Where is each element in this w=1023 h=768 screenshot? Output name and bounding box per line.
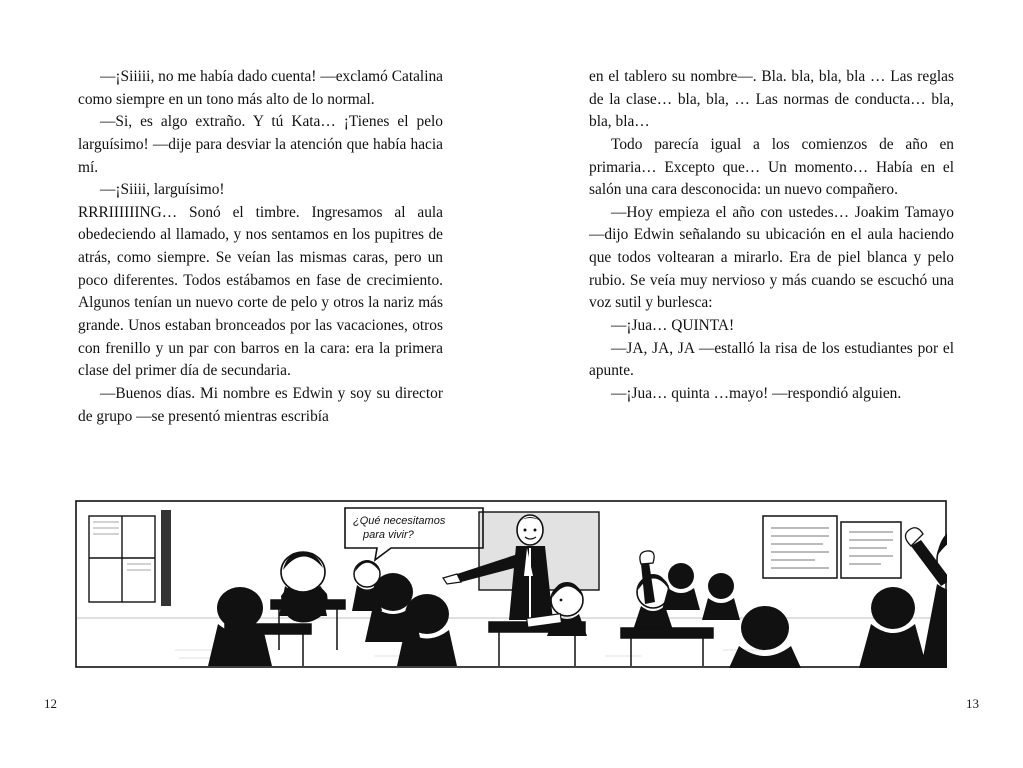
classroom-illustration	[75, 500, 947, 668]
page-number-left: 12	[44, 696, 57, 711]
paragraph: RRRIIIIIING… Sonó el timbre. Ingresamos al aula obedeciendo al llamado, y nos sentamos en los pupitres de atrás, como siempre. Se veían las mismas caras, pero un poco diferentes. Todos estábamos en fase de crecimiento. Algunos tenían un nuevo corte de pelo y otros la nariz más grande. Unos estaban bronceados por las vacaciones, otros con frenillo y un par con barros en la cara: era la primera clase del primer día de secundaria.	[78, 203, 443, 380]
svg-text:para vivir?: para vivir?	[363, 529, 414, 541]
right-page-column	[511, 66, 1022, 428]
paragraph: Todo parecía igual a los comienzos de año en primaria… Excepto que… Un momento… Había en el salón una cara desconocida: un nuevo compañero.	[589, 135, 954, 199]
left-page-column	[0, 66, 511, 428]
svg-text:¿Qué necesitamos: ¿Qué necesitamos	[353, 515, 446, 527]
classroom-illustration-svg	[75, 500, 947, 668]
paragraph: —Hoy empieza el año con ustedes… Joakim Tamayo —dijo Edwin señalando su ubicación en el aula haciendo que todos voltearan a mirarlo. Era de piel blanca y pelo rubio. Se veía muy nervioso y más cuando se escuchó una voz sutil y burlesca:	[589, 203, 954, 312]
page-number-right: 13	[966, 696, 979, 711]
paragraph: en el tablero su nombre—. Bla. bla, bla, bla … Las reglas de la clase… bla, bla, … Las normas de conducta… bla, bla, bla…	[589, 68, 954, 131]
wall-posters	[763, 516, 901, 578]
paragraph: —¡Jua… QUINTA!	[611, 317, 735, 335]
paragraph: —Si, es algo extraño. Y tú Kata… ¡Tienes el pelo larguísimo! —dije para desviar la atención que había hacia mí.	[78, 113, 443, 176]
paragraph: —¡Siiii, larguísimo!	[100, 181, 225, 199]
text-columns	[0, 66, 1023, 428]
paragraph: —¡Jua… quinta …mayo! —respondió alguien.	[611, 384, 902, 402]
paragraph: —JA, JA, JA —estalló la risa de los estudiantes por el apunte.	[589, 339, 954, 380]
paragraph: —¡Siiiii, no me había dado cuenta! —exclamó Catalina como siempre en un tono más alto de lo normal.	[78, 68, 443, 108]
paragraph: —Buenos días. Mi nombre es Edwin y soy su director de grupo —se presentó mientras escribía	[78, 384, 443, 425]
